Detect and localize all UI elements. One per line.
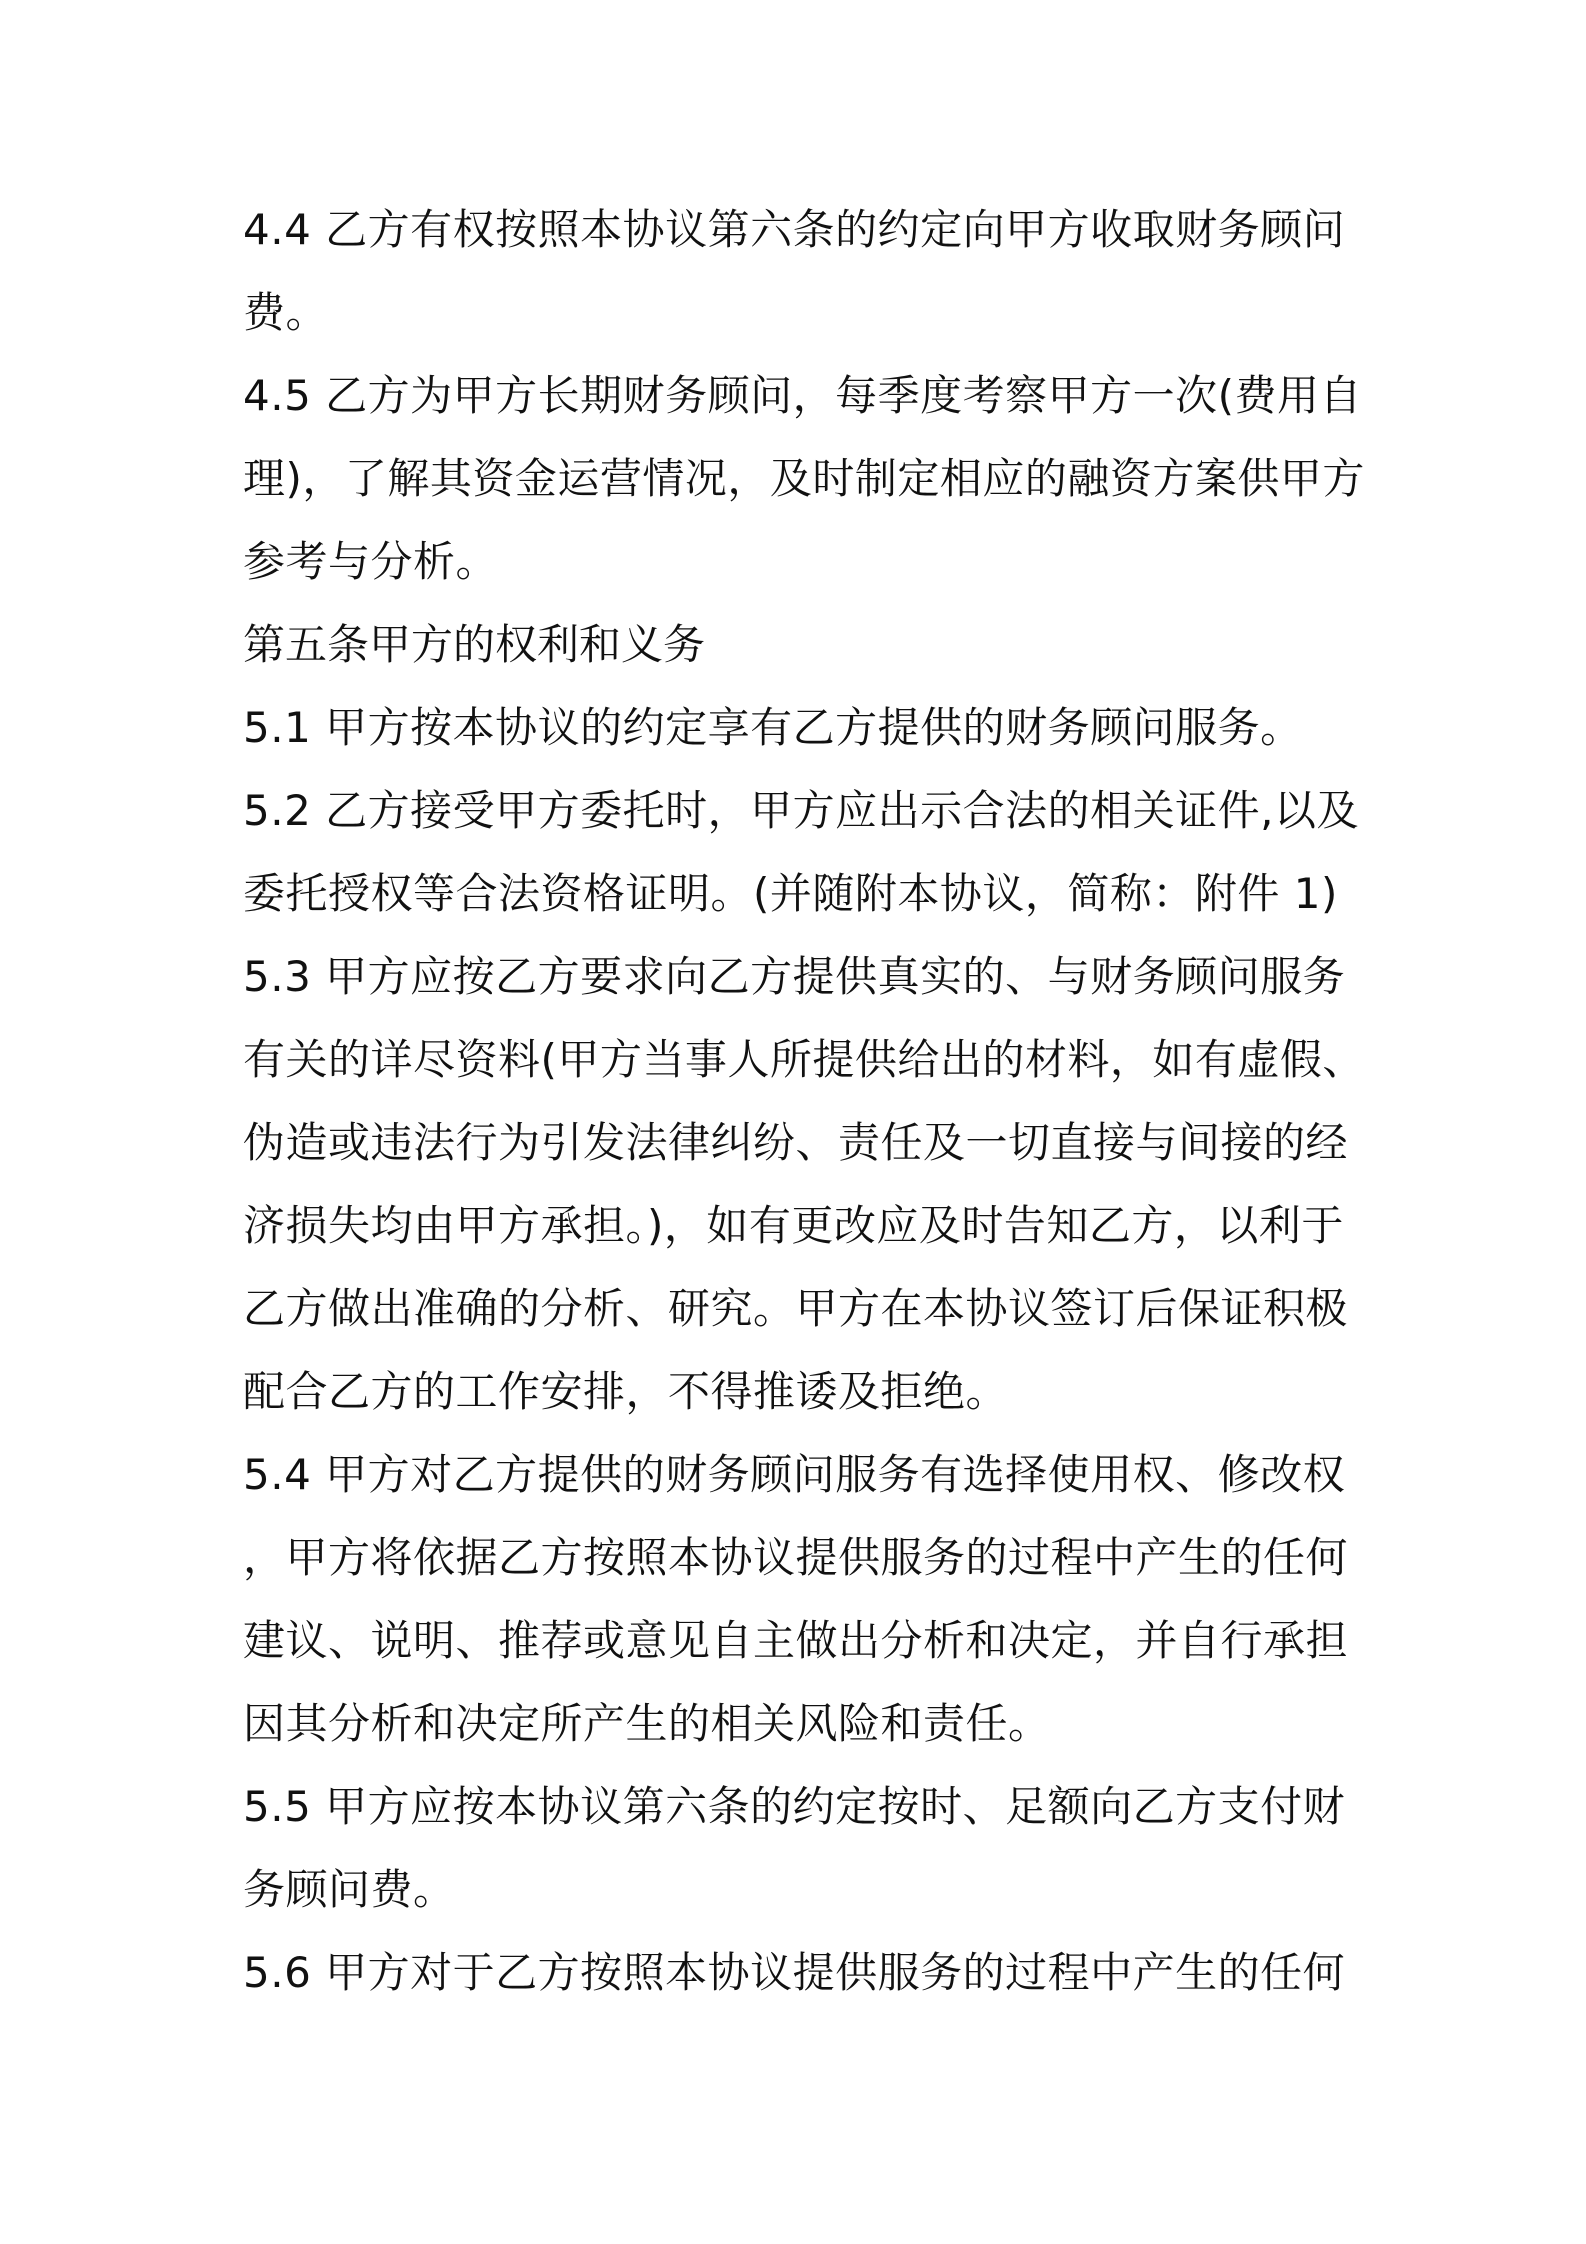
clause-5-5-line-2: 务顾问费。 — [243, 1865, 456, 1914]
clause-4-5-line-3: 参考与分析。 — [243, 537, 499, 586]
clause-4-4-line-2: 费。 — [243, 288, 329, 337]
clause-5-2-line-1: 5.2 乙方接受甲方委托时，甲方应出示合法的相关证件,以及 — [243, 786, 1359, 835]
clause-5-4-line-2: ，甲方将依据乙方按照本协议提供服务的过程中产生的任何 — [243, 1533, 1349, 1582]
clause-5-3-line-2: 有关的详尽资料(甲方当事人所提供给出的材料，如有虚假、 — [243, 1035, 1365, 1084]
clause-5-3-line-4: 济损失均由甲方承担。)，如有更改应及时告知乙方，以利于 — [243, 1201, 1344, 1250]
clause-4-5-line-2: 理)，了解其资金运营情况，及时制定相应的融资方案供甲方 — [243, 454, 1365, 503]
clause-5-3-line-3: 伪造或违法行为引发法律纠纷、责任及一切直接与间接的经 — [243, 1118, 1349, 1167]
clause-5-4-line-4: 因其分析和决定所产生的相关风险和责任。 — [243, 1699, 1051, 1748]
clause-4-4-line-1: 4.4 乙方有权按照本协议第六条的约定向甲方收取财务顾问 — [243, 205, 1346, 254]
clause-5-6-line-1: 5.6 甲方对于乙方按照本协议提供服务的过程中产生的任何 — [243, 1948, 1346, 1997]
clause-5-1-line-1: 5.1 甲方按本协议的约定享有乙方提供的财务顾问服务。 — [243, 703, 1303, 752]
clause-5-2-line-2: 委托授权等合法资格证明。(并随附本协议，简称：附件 1) — [243, 869, 1338, 918]
clause-4-5-line-1: 4.5 乙方为甲方长期财务顾问，每季度考察甲方一次(费用自 — [243, 371, 1363, 420]
section-heading-article-5: 第五条甲方的权利和义务 — [243, 620, 706, 669]
clause-5-3-line-6: 配合乙方的工作安排，不得推诿及拒绝。 — [243, 1367, 1009, 1416]
clause-5-3-line-5: 乙方做出准确的分析、研究。甲方在本协议签订后保证积极 — [243, 1284, 1349, 1333]
clause-5-5-line-1: 5.5 甲方应按本协议第六条的约定按时、足额向乙方支付财 — [243, 1782, 1346, 1831]
clause-5-4-line-3: 建议、说明、推荐或意见自主做出分析和决定，并自行承担 — [243, 1616, 1349, 1665]
clause-5-4-line-1: 5.4 甲方对乙方提供的财务顾问服务有选择使用权、修改权 — [243, 1450, 1346, 1499]
clause-5-3-line-1: 5.3 甲方应按乙方要求向乙方提供真实的、与财务顾问服务 — [243, 952, 1346, 1001]
